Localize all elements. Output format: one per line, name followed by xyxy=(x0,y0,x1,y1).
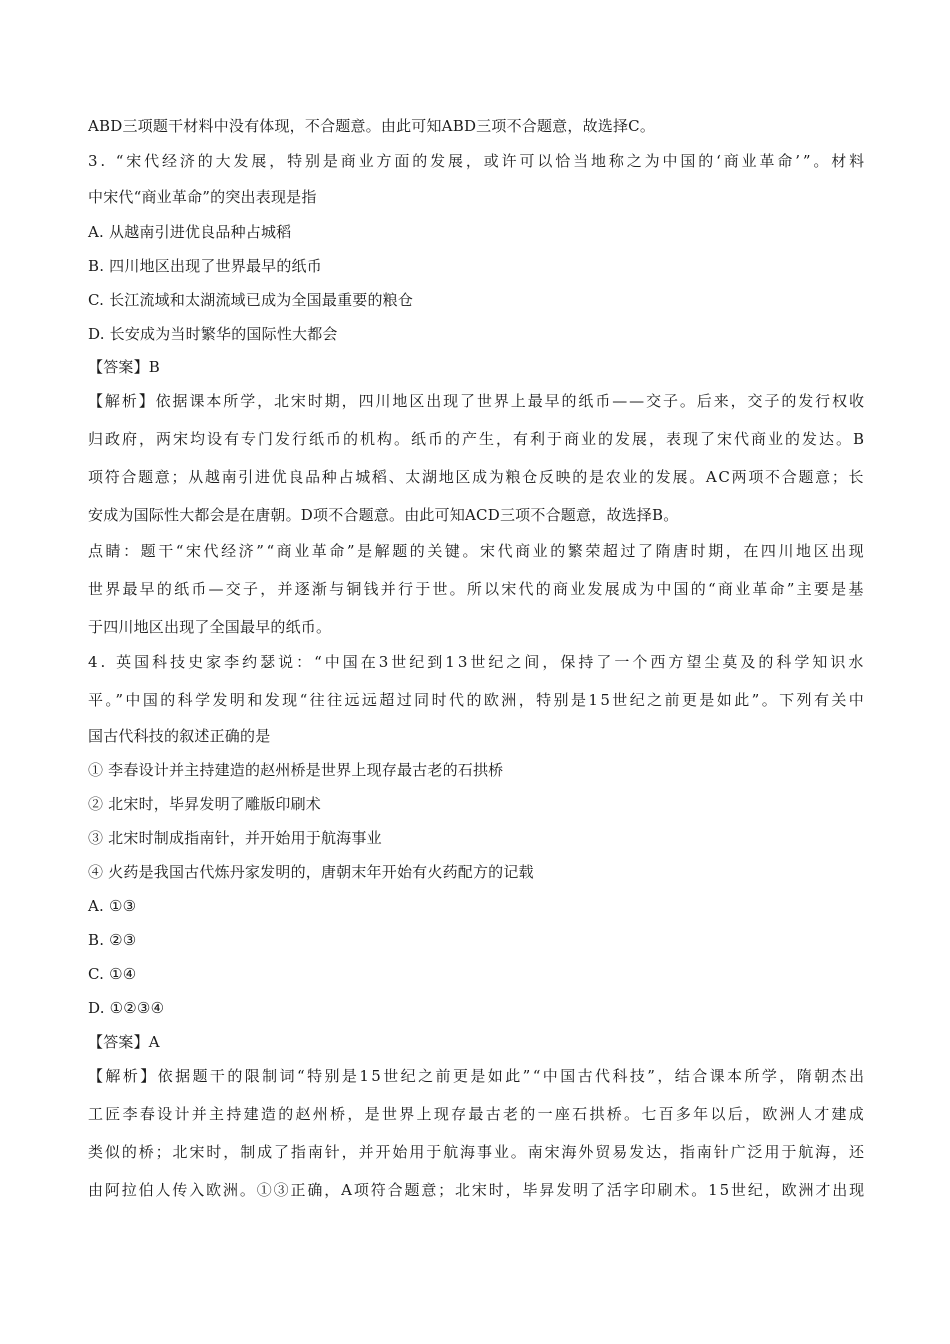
text-line: 【解析】依据题干的限制词“特别是15世纪之前更是如此”“中国古代科技”，结合课本所学，隋朝杰出 xyxy=(88,1067,867,1085)
text-line: 安成为国际性大都会是在唐朝。D项不合题意。由此可知ACD三项不合题意，故选择B。 xyxy=(88,506,679,524)
text-line: 平。”中国的科学发明和发现“往往远远超过同时代的欧洲，特别是15世纪之前更是如此”。下列有关中 xyxy=(88,691,867,709)
text-line: C. 长江流域和太湖流域已成为全国最重要的粮仓 xyxy=(88,291,414,309)
text-line: 4. 英国科技史家李约瑟说：“中国在3世纪到13世纪之间，保持了一个西方望尘莫及的科学知识水 xyxy=(88,653,867,671)
text-line: 世界最早的纸币—交子，并逐渐与铜钱并行于世。所以宋代的商业发展成为中国的“商业革命”主要是基 xyxy=(88,580,866,598)
text-line: 中宋代“商业革命”的突出表现是指 xyxy=(88,188,317,206)
text-line: ② 北宋时，毕昇发明了雕版印刷术 xyxy=(88,795,321,813)
text-line: B. ②③ xyxy=(88,931,137,949)
text-line: 【答案】A xyxy=(88,1033,160,1051)
text-line: 点睛：题干“宋代经济”“商业革命”是解题的关键。宋代商业的繁荣超过了隋唐时期，在四川地区出现 xyxy=(88,542,867,560)
text-line: B. 四川地区出现了世界最早的纸币 xyxy=(88,257,322,275)
text-line: ABD三项题干材料中没有体现，不合题意。由此可知ABD三项不合题意，故选择C。 xyxy=(88,117,656,135)
text-line: 【解析】依据课本所学，北宋时期，四川地区出现了世界上最早的纸币——交子。后来，交子的发行权收 xyxy=(88,392,866,410)
text-line: 工匠李春设计并主持建造的赵州桥，是世界上现存最古老的一座石拱桥。七百多年以后，欧洲人才建成 xyxy=(88,1105,867,1123)
text-line: D. 长安成为当时繁华的国际性大都会 xyxy=(88,325,338,343)
text-line: C. ①④ xyxy=(88,965,137,983)
text-line: ③ 北宋时制成指南针，并开始用于航海事业 xyxy=(88,829,382,847)
text-line: A. ①③ xyxy=(88,897,137,915)
text-line: 于四川地区出现了全国最早的纸币。 xyxy=(88,618,332,636)
text-line: D. ①②③④ xyxy=(88,999,165,1017)
text-line: 3. “宋代经济的大发展，特别是商业方面的发展，或许可以恰当地称之为中国的‘商业革命’”。材料 xyxy=(88,152,868,170)
text-line: 国古代科技的叙述正确的是 xyxy=(88,727,271,745)
text-line: 类似的桥；北宋时，制成了指南针，并开始用于航海事业。南宋海外贸易发达，指南针广泛用于航海，还 xyxy=(88,1143,866,1161)
text-line: ④ 火药是我国古代炼丹家发明的，唐朝末年开始有火药配方的记载 xyxy=(88,863,534,881)
text-line: 由阿拉伯人传入欧洲。①③正确，A项符合题意；北宋时，毕昇发明了活字印刷术。15世纪，欧洲才出现 xyxy=(88,1181,866,1199)
text-line: A. 从越南引进优良品种占城稻 xyxy=(88,223,292,241)
text-line: 【答案】B xyxy=(88,358,161,376)
text-line: ① 李春设计并主持建造的赵州桥是世界上现存最古老的石拱桥 xyxy=(88,761,504,779)
text-line: 归政府，两宋均设有专门发行纸币的机构。纸币的产生，有利于商业的发展，表现了宋代商业的发达。B xyxy=(88,430,867,448)
text-line: 项符合题意；从越南引进优良品种占城稻、太湖地区成为粮仓反映的是农业的发展。AC两项不合题意；长 xyxy=(88,468,866,486)
